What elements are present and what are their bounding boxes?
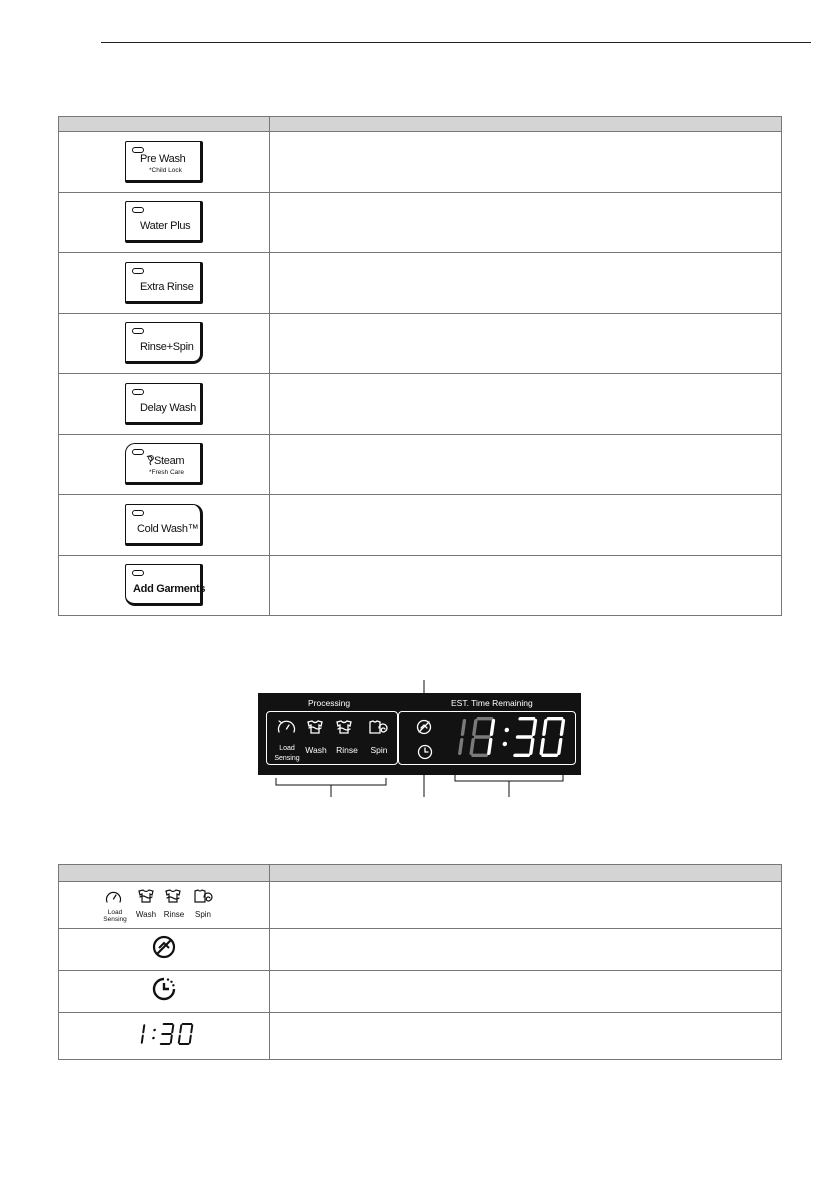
segment-e	[469, 738, 475, 755]
icon-cell	[59, 882, 270, 929]
button-label: Extra Rinse	[140, 280, 194, 293]
segment-c	[487, 738, 493, 755]
segment-c	[189, 1034, 192, 1043]
button-label: Steam	[154, 455, 185, 468]
step-label-spin: Spin	[370, 745, 388, 755]
seven-segment-digits	[141, 1023, 194, 1045]
wash-icon	[139, 890, 153, 902]
button-label: Delay Wash	[140, 401, 196, 414]
segment-c	[141, 1034, 144, 1043]
segment-a	[162, 1023, 173, 1025]
table-row	[59, 971, 782, 1013]
digit-hours	[141, 1024, 146, 1044]
segment-b	[490, 719, 496, 736]
step-label-load-sensing: Load Sensing	[274, 745, 300, 762]
step-label-rinse: Rinse	[336, 745, 358, 755]
segment-c	[529, 738, 535, 755]
colon-dot	[153, 1028, 156, 1031]
segment-f	[179, 1024, 182, 1033]
load-sensing-icon	[107, 892, 121, 902]
segment-b	[461, 719, 467, 736]
segment-a	[518, 717, 535, 720]
segment-c	[458, 738, 464, 755]
segment-b	[560, 719, 566, 736]
segment-g	[161, 1033, 172, 1035]
segment-a	[181, 1023, 192, 1025]
segment-b	[142, 1024, 145, 1033]
delay-wash-icon	[150, 975, 178, 1003]
description-cell	[270, 1013, 782, 1060]
icon-cell	[59, 971, 270, 1013]
segment-f	[542, 719, 548, 736]
description-cell	[270, 882, 782, 929]
table-header-row	[59, 865, 782, 882]
segment-b	[171, 1024, 174, 1033]
spin-icon	[195, 890, 212, 902]
cycle-progress-icons	[99, 886, 229, 908]
description-cell	[270, 971, 782, 1013]
colon-dot	[152, 1036, 155, 1039]
table-row	[59, 929, 782, 971]
segment-c	[170, 1034, 173, 1043]
time-display	[258, 693, 581, 775]
button-label: Pre Wash	[140, 152, 186, 165]
digit-dim	[458, 719, 466, 755]
button-label: Cold Wash™	[137, 522, 199, 535]
segment-a	[476, 717, 493, 720]
button-label: Water Plus	[140, 220, 191, 233]
step-label-spin: Spin	[194, 910, 211, 919]
description-cell	[270, 929, 782, 971]
segment-e	[178, 1034, 181, 1043]
digit-ones	[539, 717, 566, 757]
segment-c	[557, 738, 563, 755]
segment-g	[474, 735, 491, 738]
button-label: Add Garments	[133, 583, 206, 596]
button-sublabel: *Fresh Care	[149, 469, 185, 477]
digit-ones	[177, 1023, 193, 1045]
table-row	[59, 882, 782, 929]
segment-e	[539, 738, 545, 755]
segment-d	[179, 1043, 190, 1045]
digit-tens	[513, 717, 538, 757]
colon-dot	[502, 742, 507, 746]
segment-d	[471, 754, 488, 757]
step-label-rinse: Rinse	[163, 910, 185, 919]
rinse-icon	[166, 890, 180, 902]
segment-g	[516, 735, 533, 738]
step-label-wash: Wash	[135, 910, 157, 919]
segment-b	[190, 1024, 193, 1033]
segment-d	[513, 754, 530, 757]
icon-cell	[59, 1013, 270, 1060]
segment-a	[546, 717, 563, 720]
segment-f	[472, 719, 478, 736]
time-display-icon	[124, 1020, 204, 1048]
button-sublabel: *Child Lock	[149, 166, 182, 174]
digit-tens	[160, 1023, 175, 1045]
step-label-load-sensing: Load Sensing	[103, 909, 127, 923]
processing-label: Processing	[308, 698, 351, 708]
digit-hours	[469, 717, 496, 757]
segment-d	[541, 754, 558, 757]
segment-b	[532, 719, 538, 736]
segment-d	[160, 1043, 171, 1045]
step-label-wash: Wash	[305, 745, 327, 755]
time-remaining-label: EST. Time Remaining	[451, 698, 533, 708]
indicators-table	[58, 864, 782, 1060]
display-panel	[258, 693, 581, 775]
button-label: Rinse+Spin	[140, 341, 194, 354]
seven-segment-digits	[458, 717, 566, 757]
colon-dot	[504, 728, 509, 732]
table-row	[59, 1013, 782, 1060]
icon-cell	[59, 929, 270, 971]
door-lock-icon	[151, 934, 177, 960]
